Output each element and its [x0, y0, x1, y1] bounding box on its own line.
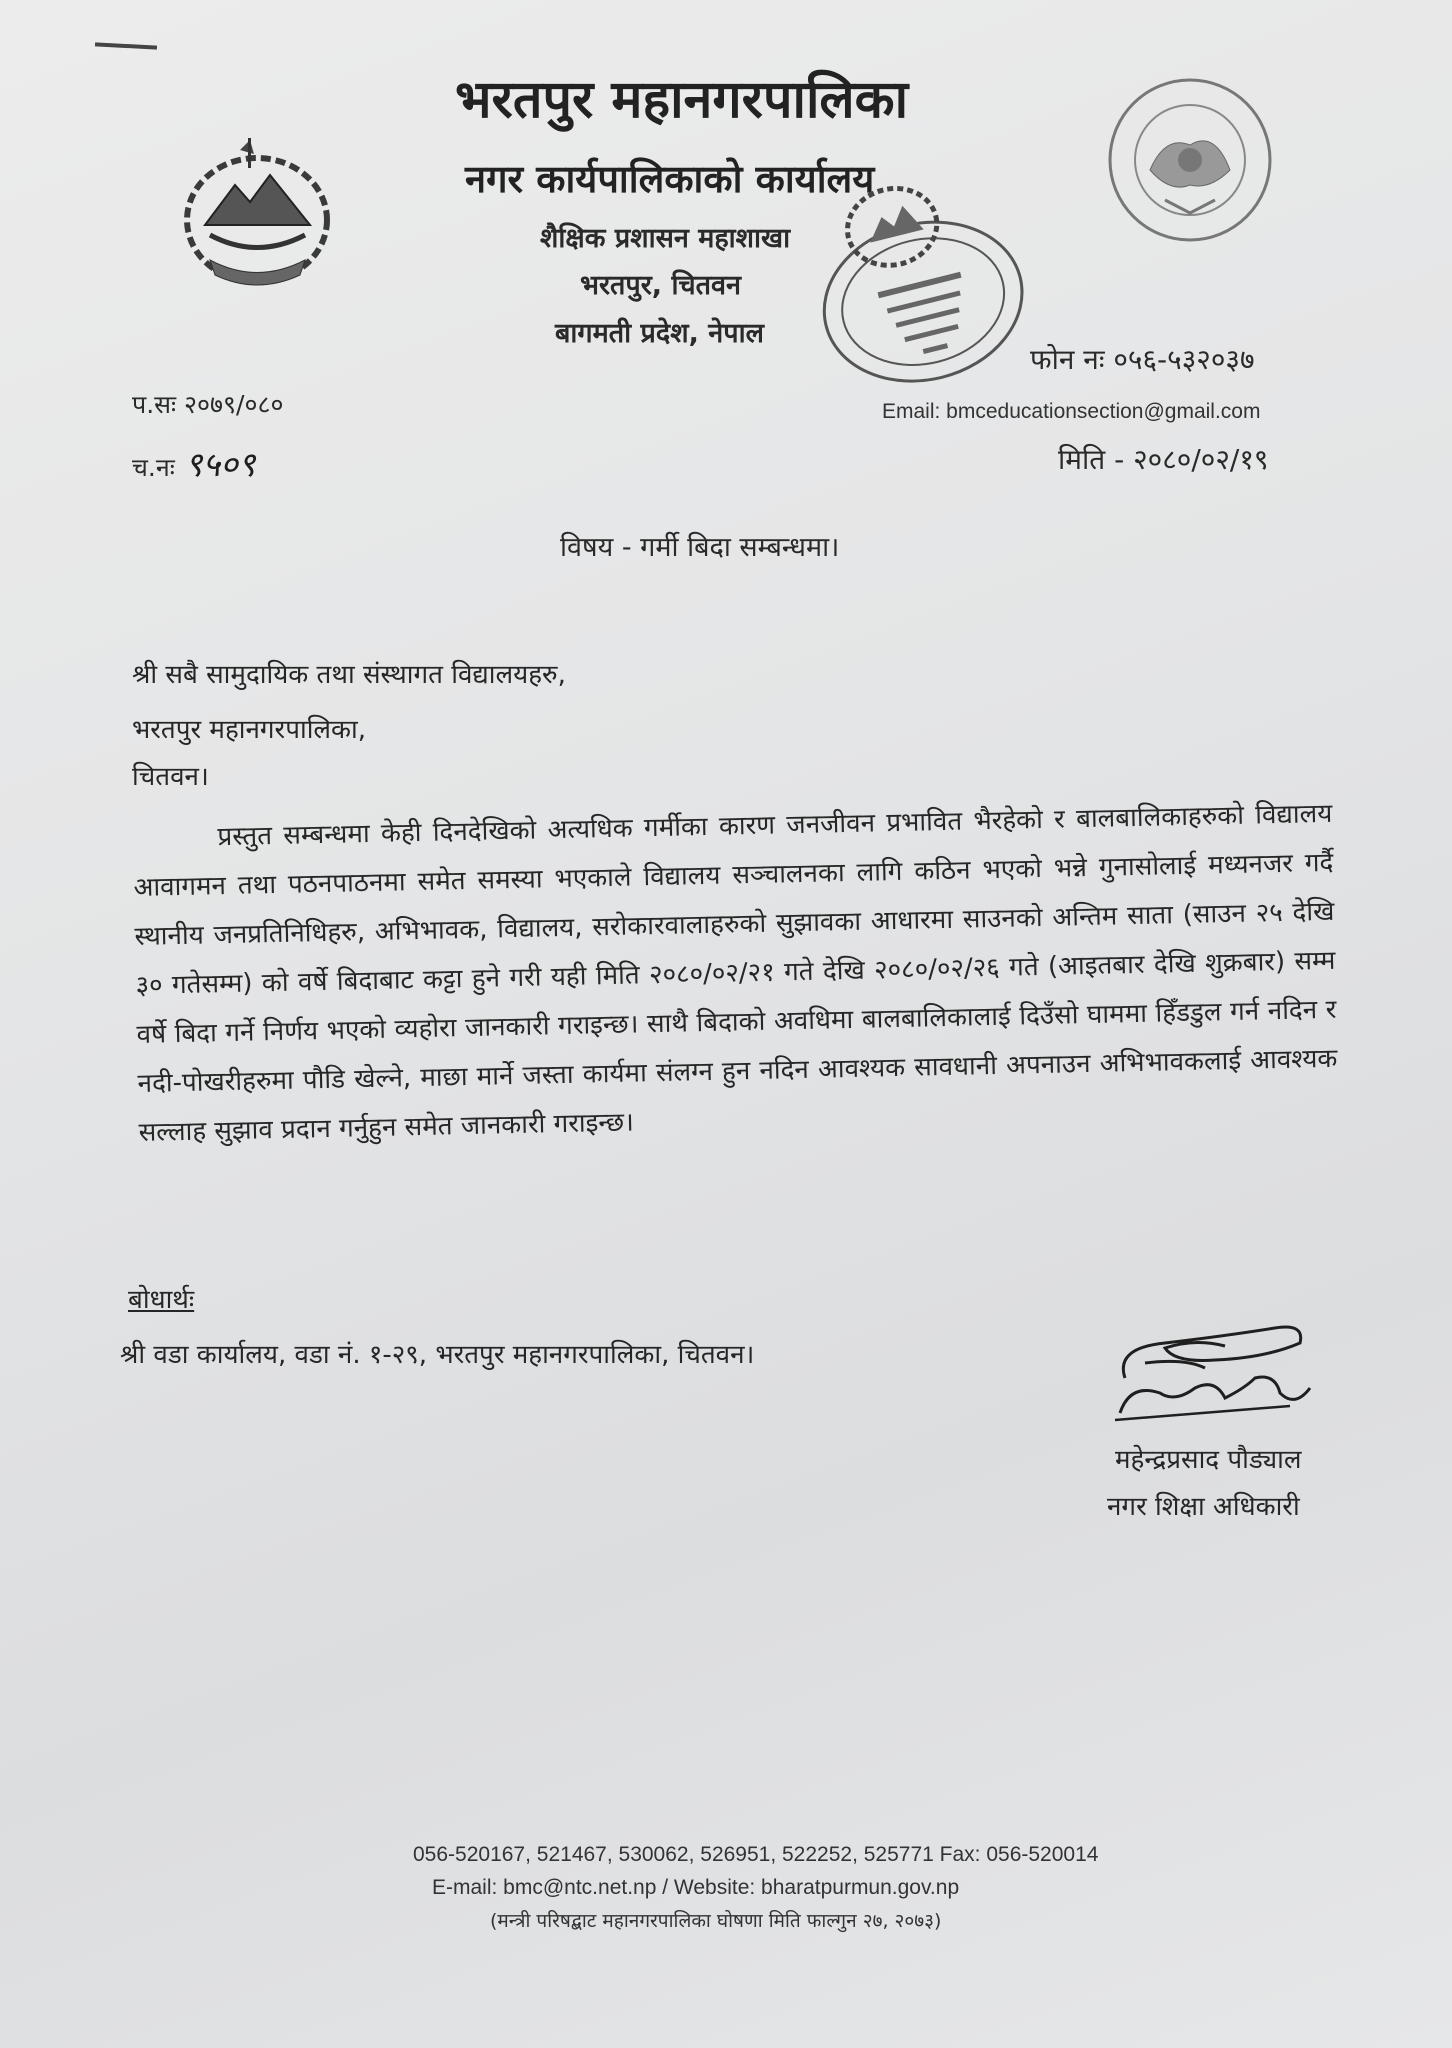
- patra-sankhya: प.सः २०७९/०८०: [132, 390, 284, 419]
- footer-web: E-mail: bmc@ntc.net.np / Website: bharatpurmun.gov.np: [432, 1876, 960, 1899]
- office-name: नगर कार्यपालिकाको कार्यालय: [465, 156, 875, 201]
- letter-body: प्रस्तुत सम्बन्धमा केही दिनदेखिको अत्यधिक गर्मीका कारण जनजीवन प्रभावित भैरहेको र बालबालिकाहरुको विद्यालय आवागमन तथा पठनपाठनमा समेत समस्या भएकाले विद्यालय सञ्चालनका लागि कठिन भएको भन्ने गुनासोलाई मध्यनजर गर्दै स्थानीय जनप्रतिनिधिहरु, अभिभावक, विद्यालय, सरोकारवालाहरुको सुझावका आधारमा साउनको अन्तिम साता (साउन २५ देखि ३० गतेसम्म) को वर्षे बिदाबाट कट्टा हुने गरी यही मिति २०८०/०२/२१ गते देखि २०८०/०२/२६ गते (आइतबार देखि शुक्रबार) सम्म वर्षे बिदा गर्ने निर्णय भएको व्यहोरा जानकारी गराइन्छ। साथै बिदाको अवधिमा बालबालिकालाई दिउँसो घाममा हिँडडुल गर्न नदिन र नदी-पोखरीहरुमा पौडि खेल्ने, माछा मार्ने जस्ता कार्यमा संलग्न हुन नदिन आवश्यक सावधानी अपनाउन अभिभावकलाई आवश्यक सल्लाह सुझाव प्रदान गर्नुहुन समेत जानकारी गराइन्छ।: [133, 798, 1338, 1148]
- signatory-name: महेन्द्रप्रसाद पौड्याल: [1115, 1445, 1302, 1475]
- city-name: भरतपुर, चितवन: [580, 270, 741, 301]
- office-stamp-icon: [808, 182, 1033, 397]
- subject-line: विषय - गर्मी बिदा सम्बन्धमा।: [560, 532, 840, 563]
- signature-icon: [1105, 1318, 1325, 1433]
- chalani-number: [132, 440, 255, 486]
- pen-mark: [95, 42, 157, 49]
- division-name: शैक्षिक प्रशासन महाशाखा: [540, 223, 791, 254]
- chalani-label: च.नः: [132, 453, 175, 482]
- letter-date: मिति - २०८०/०२/१९: [1058, 443, 1269, 476]
- recipient-line-3: चितवन।: [132, 762, 209, 792]
- recipient-line-2: भरतपुर महानगरपालिका,: [132, 715, 367, 745]
- metropolitan-seal-icon: [1105, 75, 1275, 245]
- bodharth-line: श्री वडा कार्यालय, वडा नं. १-२९, भरतपुर महानगरपालिका, चितवन।: [120, 1340, 755, 1370]
- province-name: बागमती प्रदेश, नेपाल: [555, 318, 764, 349]
- nepal-emblem-icon: [170, 130, 345, 295]
- footer-note: (मन्त्री परिषद्बाट महानगरपालिका घोषणा मिति फाल्गुन २७, २०७३): [490, 1910, 942, 1932]
- signatory-title: नगर शिक्षा अधिकारी: [1107, 1492, 1300, 1522]
- email-address: Email: bmceducationsection@gmail.com: [882, 400, 1261, 423]
- org-name: भरतपुर महानगरपालिका: [455, 69, 909, 130]
- recipient-line-1: श्री सबै सामुदायिक तथा संस्थागत विद्यालयहरु,: [132, 660, 566, 690]
- footer-phones: 056-520167, 521467, 530062, 526951, 522252, 525771 Fax: 056-520014: [413, 1843, 1099, 1866]
- chalani-value: ९५०९: [184, 445, 256, 485]
- phone-number: फोन नः ०५६-५३२०३७: [1030, 343, 1255, 376]
- bodharth-label: बोधार्थः: [128, 1285, 195, 1315]
